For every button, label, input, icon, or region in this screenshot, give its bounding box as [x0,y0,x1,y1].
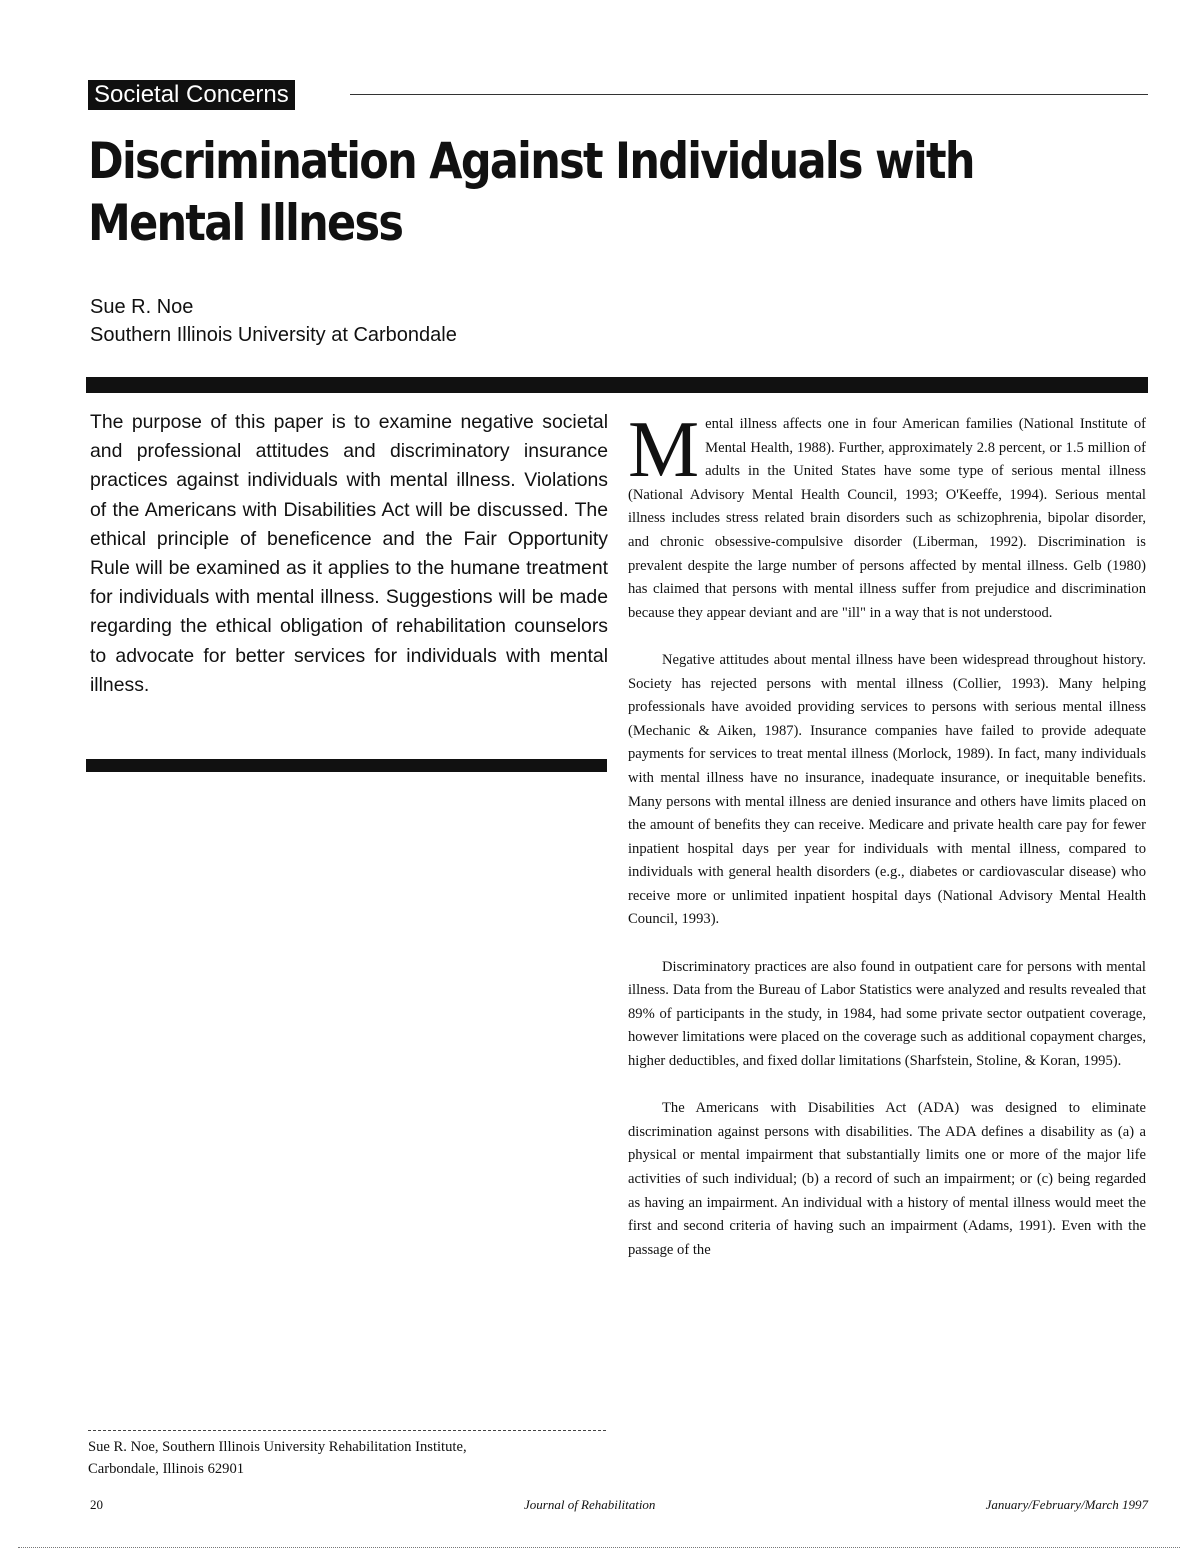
article-title: Discrimination Against Individuals with Mental Illness [88,132,974,252]
paragraph-text: ental illness affects one in four American families (National Institute of Mental Health, 1988). Further, approximately 2.8 percent, or 1.5 million of adults in the United States have some type of serious mental illness (National Advisory Mental Health Council, 1993; O'Keeffe, 1994). Serious mental illness includes stress related brain disorders such as schizophrenia, bipolar disorder, and chronic obsessive-compulsive disorder (Liberman, 1992). Discrimination is prevalent despite the large number of persons affected by mental illness. Gelb (1980) has claimed that persons with mental illness suffer from prejudice and discrimination because they appear deviant and are "ill" in a way that is not understood. [628,416,1146,621]
body-paragraph-2: Negative attitudes about mental illness have been widespread throughout history. Society has rejected persons with mental illness (Collier, 1993). Many helping professionals have avoided providing services to persons with serious mental illness (Mechanic & Aiken, 1987). Insurance companies have failed to provide adequate payments for services to treat mental illness (Morlock, 1989). In fact, many individuals with mental illness have no insurance, inadequate insurance, or inequitable benefits. Many persons with mental illness are denied insurance and others have limits placed on the amount of benefits they can receive. Medicare and private health care pay for fewer inpatient hospital days per year for individuals with mental illness, compared to individuals with general health disorders (e.g., diabetes or cardiovascular disease) who receive more or unlimited inpatient hospital days (National Advisory Mental Health Council, 1993). [628,651,1146,928]
drop-cap: M [628,406,700,494]
author-affiliation: Southern Illinois University at Carbondale [90,324,457,346]
page-number: 20 [90,1497,103,1512]
abstract-divider [86,759,607,772]
author-name: Sue R. Noe [90,296,194,318]
scan-edge [18,1547,1180,1548]
section-header [88,80,1148,110]
body-paragraph-3: Discriminatory practices are also found in outpatient care for persons with mental illness. Data from the Bureau of Labor Statistics were analyzed and results revealed that 89% of participants in the study, in 1984, had some private sector outpatient coverage, however limitations were placed on the coverage such as additional copayment charges, higher deductibles, and fixed dollar limitations (Sharfstein, Stoline, & Koran, 1995). [628,958,1146,1070]
footnote-rule [88,1430,606,1432]
issue-date: January/February/March 1997 [985,1497,1148,1512]
body-column [628,406,1146,1286]
top-divider [86,377,1148,393]
footnote [88,1436,608,1480]
body-paragraph-1 [628,406,1146,625]
footnote-line: Sue R. Noe, Southern Illinois University Rehabilitation Institute, [88,1439,467,1455]
body-paragraph-4: The Americans with Disabilities Act (ADA) was designed to eliminate discrimination against persons with disabilities. The ADA defines a disability as (a) a physical or mental impairment that substantially limits one or more of the major life activities of such individual; (b) a record of such an impairment; or (c) being regarded as having an impairment. An individual with a history of mental illness would meet the first and second criteria of having such an impairment (Adams, 1991). Even with the passage of the [628,1100,1146,1258]
footnote-line: Carbondale, Illinois 62901 [88,1461,245,1477]
section-rule [350,94,1148,95]
journal-name: Journal of Rehabilitation [524,1497,656,1512]
section-label: Societal Concerns [88,80,295,110]
abstract: The purpose of this paper is to examine negative societal and professional attitudes and discriminatory insurance practices against individuals with mental illness. Violations of the Americans with Disabilities Act will be discussed. The ethical principle of beneficence and the Fair Opportunity Rule will be examined as it applies to the humane treatment for individuals with mental illness. Suggestions will be made regarding the ethical obligation of rehabilitation counselors to advocate for better services for individuals with mental illness. [90,411,608,696]
